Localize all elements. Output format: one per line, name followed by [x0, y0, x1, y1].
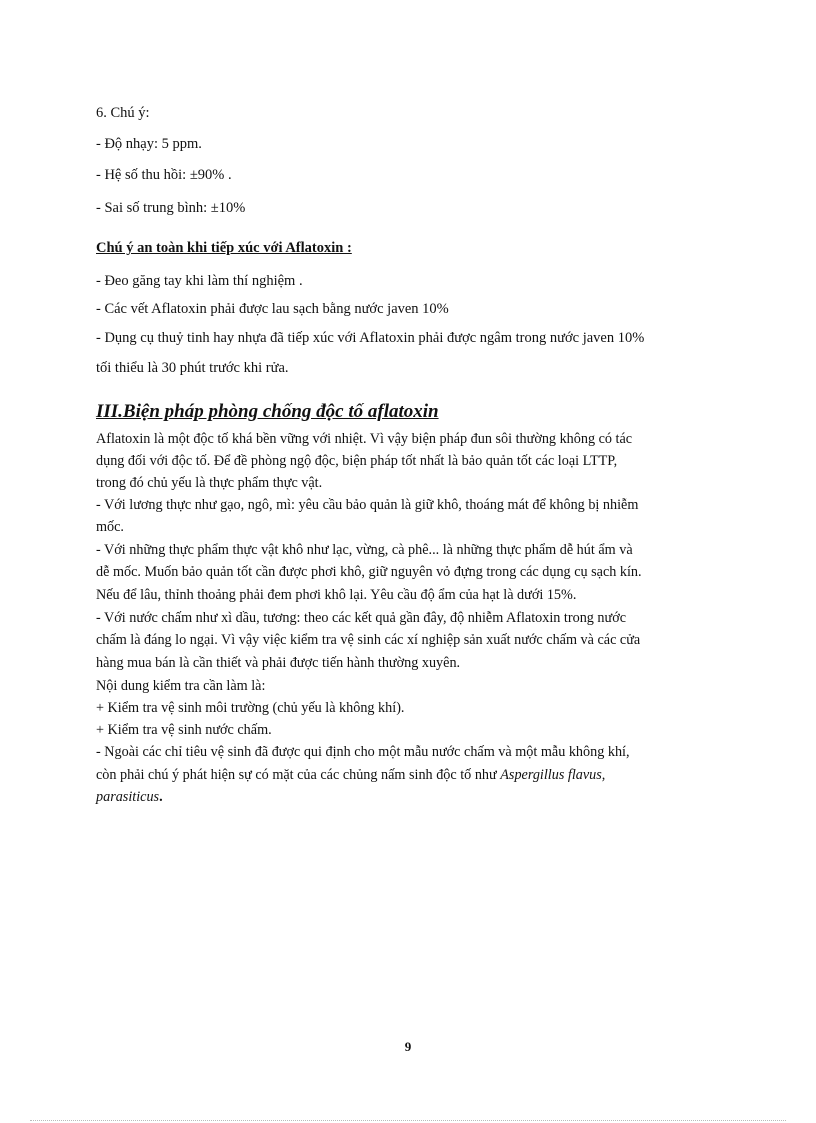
- safety-item-gloves: - Đeo găng tay khi làm thí nghiệm .: [96, 273, 303, 289]
- body-line-species: [96, 766, 605, 784]
- body-line: dụng đối với độc tố. Để đề phòng ngộ độc, biện pháp tốt nhất là bảo quản tốt các loại LTTP,: [96, 453, 618, 469]
- body-line: chấm là đáng lo ngại. Vì vậy việc kiểm tra vệ sinh các xí nghiệp sản xuất nước chấm và các cửa: [96, 632, 641, 648]
- body-line: - Với nước chấm như xì dầu, tương: theo các kết quả gần đây, độ nhiễm Aflatoxin trong nước: [96, 610, 627, 626]
- safety-item-clean: - Các vết Aflatoxin phải được lau sạch bằng nước javen 10%: [96, 301, 449, 317]
- body-line: Nếu để lâu, thỉnh thoảng phải đem phơi khô lại. Yêu cầu độ ẩm của hạt là dưới 15%.: [96, 587, 577, 603]
- body-line: - Với lương thực như gạo, ngô, mì: yêu cầu bảo quản là giữ khô, thoáng mát để không bị nhiễm: [96, 497, 639, 513]
- body-line: - Ngoài các chỉ tiêu vệ sinh đã được qui định cho một mẫu nước chấm và một mẫu không khí,: [96, 744, 630, 760]
- species-name: Aspergillus flavus,: [500, 767, 606, 783]
- final-period: .: [159, 789, 163, 805]
- section-heading: III.Biện pháp phòng chống độc tố aflatoxin: [96, 401, 439, 422]
- species-prefix: còn phải chú ý phát hiện sự có mặt của các chủng nấm sinh độc tố như: [96, 767, 501, 783]
- body-line: hàng mua bán là cần thiết và phải được tiến hành thường xuyên.: [96, 655, 461, 671]
- body-line: mốc.: [96, 519, 124, 535]
- note-sensitivity: - Độ nhạy: 5 ppm.: [96, 136, 202, 152]
- body-line: Aflatoxin là một độc tố khá bền vững với nhiệt. Vì vậy biện pháp đun sôi thường không có tác: [96, 431, 633, 447]
- body-line: + Kiểm tra vệ sinh môi trường (chủ yếu là không khí).: [96, 700, 405, 716]
- body-line: + Kiểm tra vệ sinh nước chấm.: [96, 722, 272, 738]
- safety-item-soak-cont: tối thiểu là 30 phút trước khi rửa.: [96, 360, 289, 376]
- species-name-cont: parasiticus: [96, 789, 160, 805]
- body-line: trong đó chủ yếu là thực phẩm thực vật.: [96, 475, 323, 491]
- body-line-species-cont: [96, 788, 163, 806]
- note-recovery: - Hệ số thu hồi: ±90% .: [96, 167, 232, 183]
- page-number: 9: [404, 1039, 412, 1054]
- safety-item-soak: - Dụng cụ thuỷ tinh hay nhựa đã tiếp xúc với Aflatoxin phải được ngâm trong nước javen 10%: [96, 330, 645, 346]
- body-line: dễ mốc. Muốn bảo quản tốt cần được phơi khô, giữ nguyên vỏ đựng trong các dụng cụ sạch kín.: [96, 564, 642, 580]
- body-line: Nội dung kiểm tra cần làm là:: [96, 678, 266, 694]
- notes-heading: 6. Chú ý:: [96, 105, 150, 121]
- safety-heading: Chú ý an toàn khi tiếp xúc với Aflatoxin :: [96, 240, 352, 256]
- footer-divider: [30, 1120, 786, 1121]
- body-line: - Với những thực phẩm thực vật khô như lạc, vừng, cà phê... là những thực phẩm dễ hút ẩm và: [96, 542, 633, 558]
- note-error: - Sai số trung bình: ±10%: [96, 200, 246, 216]
